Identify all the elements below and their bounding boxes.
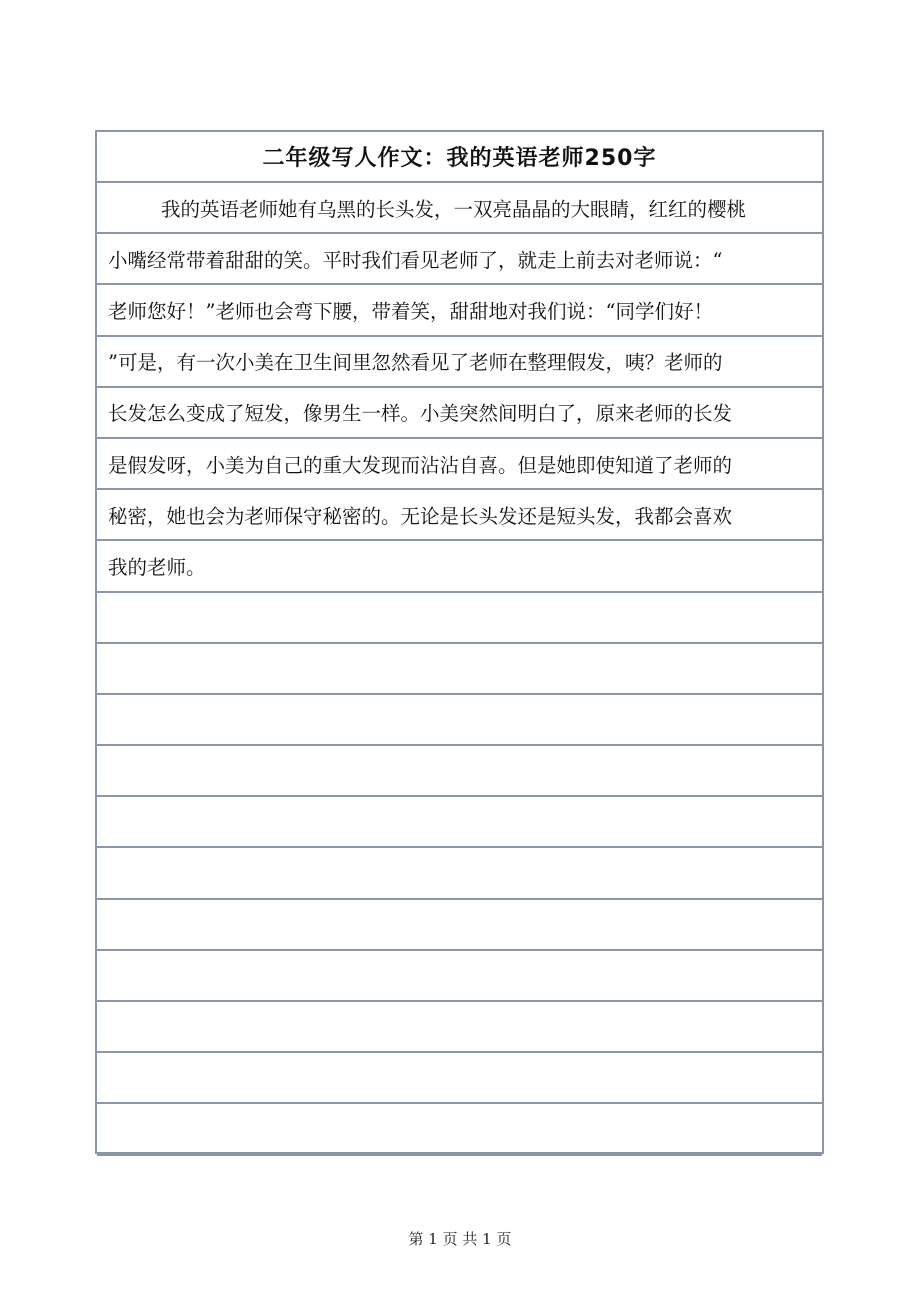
page-number: 第 1 页 共 1 页 [408, 1230, 512, 1248]
blank-line [97, 1156, 822, 1207]
blank-line [97, 797, 822, 848]
essay-line: 是假发呀，小美为自己的重大发现而沾沾自喜。但是她即使知道了老师的 [97, 439, 822, 490]
blank-line [97, 695, 822, 746]
blank-line [97, 1104, 822, 1155]
essay-line: 老师您好！”老师也会弯下腰，带着笑，甜甜地对我们说：“同学们好！ [97, 285, 822, 336]
essay-line: 我的英语老师她有乌黑的长头发，一双亮晶晶的大眼睛，红红的樱桃 [97, 183, 822, 234]
essay-title: 二年级写人作文：我的英语老师250字 [97, 132, 822, 183]
essay-line: 我的老师。 [97, 541, 822, 592]
blank-line [97, 1053, 822, 1104]
blank-line [97, 951, 822, 1002]
writing-sheet [95, 130, 824, 1154]
essay-line: 秘密，她也会为老师保守秘密的。无论是长头发还是短头发，我都会喜欢 [97, 490, 822, 541]
blank-line [97, 900, 822, 951]
essay-line: 小嘴经常带着甜甜的笑。平时我们看见老师了，就走上前去对老师说：“ [97, 234, 822, 285]
blank-line [97, 848, 822, 899]
blank-line [97, 1002, 822, 1053]
essay-line: 长发怎么变成了短发，像男生一样。小美突然间明白了，原来老师的长发 [97, 388, 822, 439]
essay-line: ”可是，有一次小美在卫生间里忽然看见了老师在整理假发，咦？老师的 [97, 337, 822, 388]
blank-line [97, 593, 822, 644]
blank-line [97, 644, 822, 695]
blank-line [97, 746, 822, 797]
